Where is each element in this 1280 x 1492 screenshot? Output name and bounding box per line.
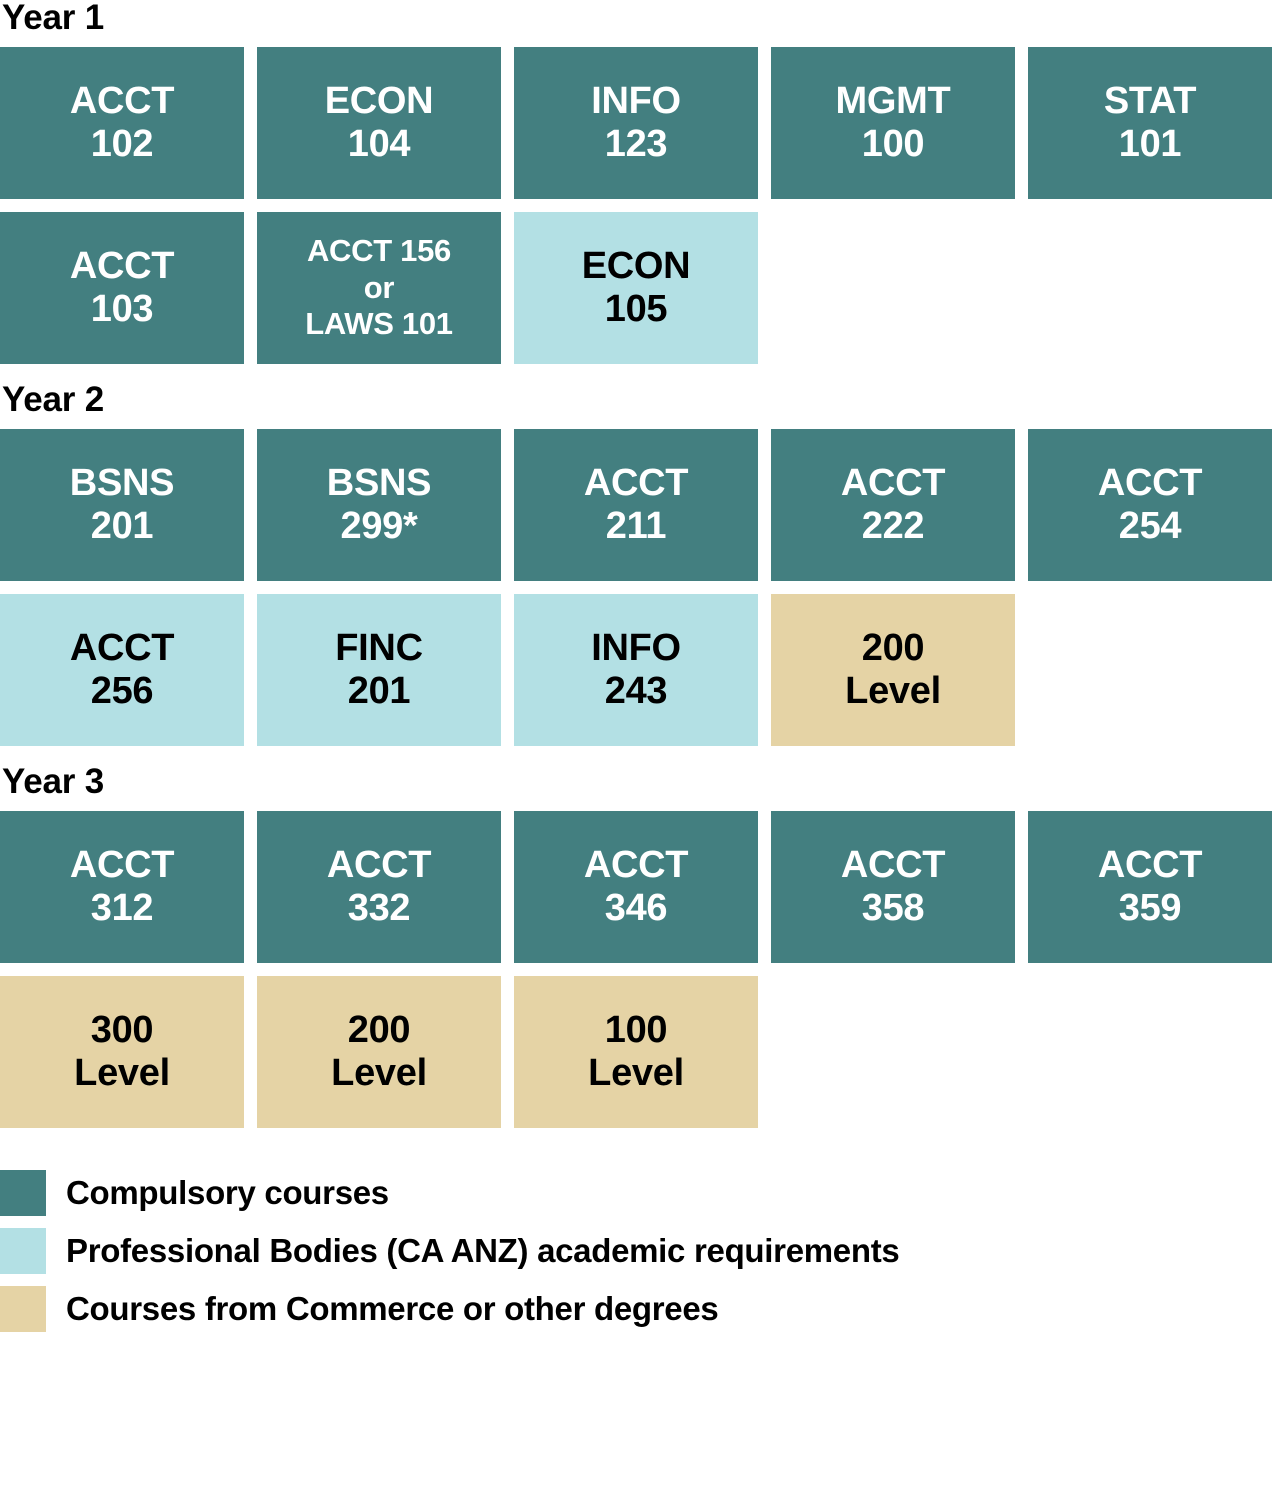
course-box-line: ACCT <box>1097 844 1203 887</box>
course-box-line: STAT <box>1103 80 1197 123</box>
course-box-line: 123 <box>604 123 668 165</box>
course-box-line: 103 <box>90 288 154 330</box>
course-box-line: 359 <box>1118 887 1182 929</box>
course-box[interactable] <box>257 811 501 963</box>
course-box-line: 100 <box>604 1009 668 1052</box>
course-box-line: 254 <box>1118 505 1182 547</box>
empty-slot <box>1028 976 1272 1128</box>
legend-row <box>0 1286 1280 1332</box>
legend-label: Courses from Commerce or other degrees <box>66 1289 719 1327</box>
course-box[interactable] <box>257 594 501 746</box>
course-box-line: 200 <box>861 627 925 670</box>
course-box[interactable] <box>0 976 244 1128</box>
course-box-line: ECON <box>324 80 434 123</box>
course-box-line: ACCT <box>69 844 175 887</box>
legend-row <box>0 1170 1280 1216</box>
course-box-line: ACCT <box>840 462 946 505</box>
empty-slot <box>1028 212 1272 364</box>
course-box[interactable] <box>1028 811 1272 963</box>
empty-slot <box>771 976 1015 1128</box>
course-box-line: 243 <box>604 670 668 712</box>
course-box-line: ACCT <box>583 462 689 505</box>
year-block <box>0 382 1280 746</box>
course-box[interactable] <box>771 594 1015 746</box>
course-box[interactable] <box>257 976 501 1128</box>
course-box-line: MGMT <box>835 80 951 123</box>
legend-row <box>0 1228 1280 1274</box>
course-box[interactable] <box>771 811 1015 963</box>
course-box-line: ACCT <box>69 245 175 288</box>
legend-swatch-compulsory <box>0 1170 46 1216</box>
empty-slot <box>1028 594 1272 746</box>
course-box[interactable] <box>257 47 501 199</box>
course-row <box>0 429 1280 581</box>
course-box[interactable] <box>514 47 758 199</box>
course-box-line: ACCT <box>326 844 432 887</box>
course-box[interactable] <box>771 429 1015 581</box>
course-box-line: 200 <box>347 1009 411 1052</box>
course-box-line: LAWS 101 <box>305 306 453 342</box>
course-row <box>0 47 1280 199</box>
course-box-line: ECON <box>581 245 691 288</box>
course-box-line: FINC <box>335 627 423 670</box>
course-box-line: 358 <box>861 887 925 929</box>
course-box-line: 104 <box>347 123 411 165</box>
course-box[interactable] <box>257 212 501 364</box>
course-box-line: 101 <box>1118 123 1182 165</box>
course-box-line: or <box>363 269 395 305</box>
course-row <box>0 594 1280 746</box>
course-box-line: Level <box>331 1052 427 1094</box>
course-box-line: ACCT <box>583 844 689 887</box>
course-box-line: Level <box>74 1052 170 1094</box>
course-box[interactable] <box>514 594 758 746</box>
course-box-line: Level <box>588 1052 684 1094</box>
course-box-line: 300 <box>90 1009 154 1052</box>
course-box-line: 299* <box>340 505 418 547</box>
course-box[interactable] <box>0 47 244 199</box>
course-box[interactable] <box>0 212 244 364</box>
course-box-line: 105 <box>604 288 668 330</box>
legend-label: Compulsory courses <box>66 1173 389 1211</box>
year-block <box>0 0 1280 364</box>
course-box-line: INFO <box>591 627 681 670</box>
course-row <box>0 976 1280 1128</box>
course-box-line: ACCT <box>69 80 175 123</box>
course-box-line: 100 <box>861 123 925 165</box>
legend-label: Professional Bodies (CA ANZ) academic requirements <box>66 1231 900 1269</box>
course-box-line: 222 <box>861 505 925 547</box>
course-box[interactable] <box>1028 429 1272 581</box>
empty-slot <box>771 212 1015 364</box>
course-box-line: INFO <box>591 80 681 123</box>
course-row <box>0 811 1280 963</box>
course-row <box>0 212 1280 364</box>
course-box-line: Level <box>845 670 941 712</box>
course-box[interactable] <box>771 47 1015 199</box>
course-box-line: 256 <box>90 670 154 712</box>
year-label: Year 1 <box>2 0 104 37</box>
course-box[interactable] <box>1028 47 1272 199</box>
course-box-line: 346 <box>604 887 668 929</box>
course-box-line: ACCT <box>840 844 946 887</box>
course-box-line: ACCT 156 <box>306 233 452 269</box>
year-block <box>0 764 1280 1128</box>
course-box-line: 332 <box>347 887 411 929</box>
course-box[interactable] <box>0 811 244 963</box>
course-box-line: 211 <box>605 505 667 547</box>
course-box-line: 102 <box>90 123 154 165</box>
legend-swatch-elective <box>0 1286 46 1332</box>
course-box[interactable] <box>257 429 501 581</box>
course-box[interactable] <box>514 212 758 364</box>
course-box-line: ACCT <box>69 627 175 670</box>
course-box[interactable] <box>514 976 758 1128</box>
legend-swatch-professional <box>0 1228 46 1274</box>
course-box[interactable] <box>0 594 244 746</box>
course-box[interactable] <box>514 429 758 581</box>
course-box-line: 201 <box>90 505 154 547</box>
course-box-line: ACCT <box>1097 462 1203 505</box>
course-box-line: 201 <box>347 670 411 712</box>
course-box-line: BSNS <box>326 462 432 505</box>
legend <box>0 1170 1280 1332</box>
course-box[interactable] <box>0 429 244 581</box>
course-box[interactable] <box>514 811 758 963</box>
course-box-line: BSNS <box>69 462 175 505</box>
course-box-line: 312 <box>90 887 154 929</box>
year-label: Year 2 <box>2 380 104 419</box>
year-label: Year 3 <box>2 762 104 801</box>
